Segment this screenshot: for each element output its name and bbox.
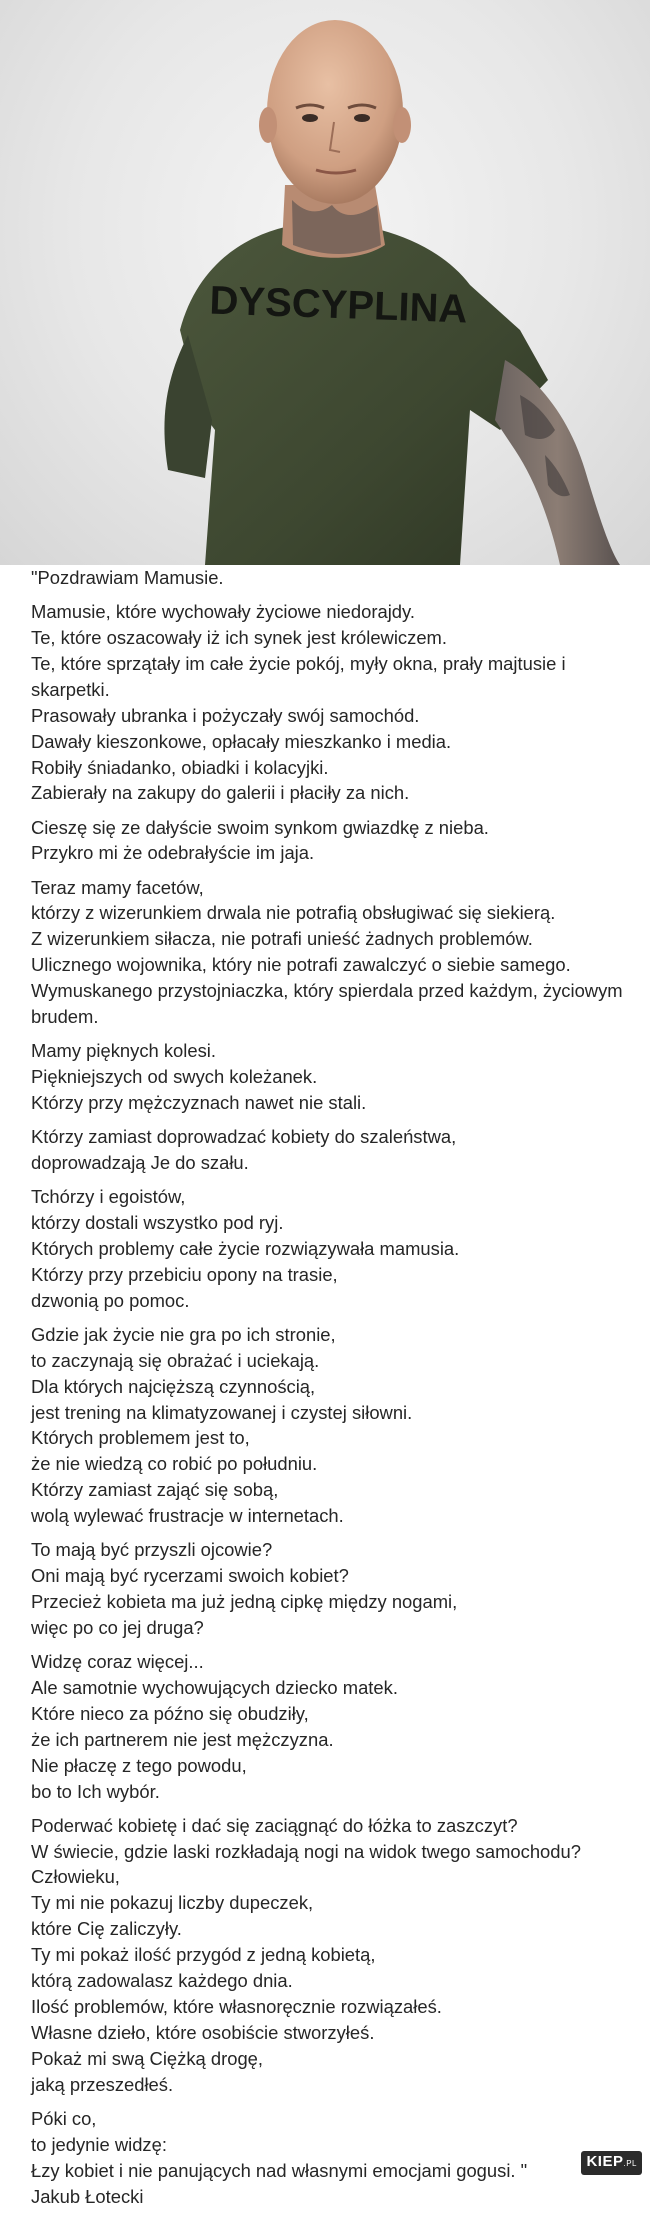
poem-stanza (31, 1649, 631, 1804)
shirt-print-text: DYSCYPLINA (208, 278, 469, 332)
poem-line: Mamusie, które wychowały życiowe niedorajdy. (31, 601, 415, 623)
poem-line: Ilość problemów, które własnoręcznie rozwiązałeś. (31, 1996, 442, 2017)
poem-line: Pokaż mi swą Ciężką drogę, (31, 2047, 264, 2069)
poem-line: że ich partnerem nie jest mężczyzna. (31, 1728, 334, 1750)
poem-stanza (31, 1038, 631, 1116)
poem-line: Przykro mi że odebrałyście im jaja. (31, 842, 315, 864)
poem-line: Cieszę się ze dałyście swoim synkom gwiazdkę z nieba. (31, 816, 489, 838)
poem-stanza (31, 2106, 631, 2210)
poem-line: więc po co jej druga? (31, 1616, 204, 1638)
poem-line: którzy z wizerunkiem drwala nie potrafią obsługiwać się siekierą. (31, 902, 556, 924)
poem-line: Ale samotnie wychowujących dziecko matek. (31, 1676, 398, 1698)
poem-line: Przecież kobieta ma już jedną cipkę między nogami, (31, 1591, 458, 1613)
poem-line: jest trening na klimatyzowanej i czystej siłowni. (31, 1401, 413, 1423)
head-shape (267, 20, 403, 204)
poem-line: Ty mi nie pokazuj liczby dupeczek, (31, 1892, 314, 1914)
poem-line: że nie wiedzą co robić po południu. (31, 1453, 318, 1475)
poem-line: dzwonią po pomoc. (31, 1289, 190, 1311)
poem-line: Których problemy całe życie rozwiązywała mamusia. (31, 1237, 460, 1259)
poem-line: którzy dostali wszystko pod ryj. (31, 1211, 284, 1233)
poem-stanza (31, 1813, 631, 2098)
tattooed-arm (495, 360, 620, 565)
poem-line: to zaczynają się obrażać i uciekają. (31, 1349, 320, 1371)
poem-stanza (31, 1537, 631, 1641)
poem-line: Tchórzy i egoistów, (31, 1186, 186, 1208)
poem-line: Widzę coraz więcej... (31, 1651, 204, 1673)
poem-line: Ty mi pokaż ilość przygód z jedną kobietą, (31, 1944, 376, 1966)
portrait-photo (0, 0, 650, 565)
poem-line: W świecie, gdzie laski rozkładają nogi na widok twego samochodu? (31, 1840, 581, 1862)
poem-stanza (31, 599, 631, 806)
logo-main: KIEP (586, 2153, 624, 2170)
poem-line: Poderwać kobietę i dać się zaciągnąć do łóżka to zaszczyt? (31, 1814, 518, 1836)
poem-line: Z wizerunkiem siłacza, nie potrafi unieść żadnych problemów. (31, 928, 533, 950)
poem-line: Teraz mamy facetów, (31, 876, 204, 898)
poem-author: Jakub Łotecki (31, 2185, 144, 2207)
poem-line: Którzy zamiast doprowadzać kobiety do szaleństwa, (31, 1126, 457, 1148)
poem-line: Te, które sprzątały im całe życie pokój, myły okna, prały majtusie i skarpetki. (31, 652, 566, 700)
poem-line: Człowieku, (31, 1866, 120, 1888)
poem-stanza (31, 875, 631, 1030)
poem-line: Nie płaczę z tego powodu, (31, 1754, 247, 1776)
poem-line: Dla których najcięższą czynnością, (31, 1375, 316, 1397)
poem-line: Którzy zamiast zająć się sobą, (31, 1479, 279, 1501)
poem-line: które Cię zaliczyły. (31, 1918, 182, 1940)
poem-stanza (31, 1124, 631, 1176)
poem-line: Ulicznego wojownika, który nie potrafi zawalczyć o siebie samego. (31, 954, 571, 976)
poem-line: Których problemem jest to, (31, 1427, 250, 1449)
poem-line: Którzy przy przebiciu opony na trasie, (31, 1263, 338, 1285)
poem-line: Prasowały ubranka i pożyczały swój samochód. (31, 704, 420, 726)
poem-line: Robiły śniadanko, obiadki i kolacyjki. (31, 756, 329, 778)
poem-line: którą zadowalasz każdego dnia. (31, 1970, 293, 1992)
poem-line: Zabierały na zakupy do galerii i płaciły za nich. (31, 782, 410, 804)
poem-line: wolą wylewać frustracje w internetach. (31, 1505, 344, 1527)
poem-line: To mają być przyszli ojcowie? (31, 1539, 273, 1561)
poem-line: Gdzie jak życie nie gra po ich stronie, (31, 1323, 336, 1345)
portrait-illustration (0, 0, 650, 565)
poem-line: Wymuskanego przystojniaczka, który spierdala przed każdym, życiowym brudem. (31, 980, 623, 1028)
poem-line: "Pozdrawiam Mamusie. (31, 567, 224, 588)
poem-line: Którzy przy mężczyznach nawet nie stali. (31, 1091, 367, 1113)
poem-stanza (31, 565, 631, 591)
poem-line: jaką przeszedłeś. (31, 2073, 174, 2095)
poem-line: Piękniejszych od swych koleżanek. (31, 1066, 318, 1088)
site-logo (581, 2151, 642, 2175)
poem-line: doprowadzają Je do szału. (31, 1151, 249, 1173)
poem-line: to jedynie widzę: (31, 2133, 167, 2155)
poem-text (31, 565, 631, 2218)
poem-line: Mamy pięknych kolesi. (31, 1040, 216, 1062)
poem-line: Oni mają być rycerzami swoich kobiet? (31, 1565, 349, 1587)
poem-line: Własne dzieło, które osobiście stworzyłeś. (31, 2021, 375, 2043)
poem-line: Póki co, (31, 2107, 97, 2129)
poem-stanza (31, 815, 631, 867)
poem-line: bo to Ich wybór. (31, 1780, 160, 1802)
poem-line: Dawały kieszonkowe, opłacały mieszkanko i media. (31, 730, 452, 752)
poem-line: Łzy kobiet i nie panujących nad własnymi emocjami gogusi. " (31, 2159, 528, 2181)
poem-stanza (31, 1184, 631, 1314)
poem-line: Te, które oszacowały iż ich synek jest królewiczem. (31, 627, 447, 648)
poem-stanza (31, 1322, 631, 1529)
poem-line: Które nieco za późno się obudziły, (31, 1702, 309, 1724)
logo-tld: .PL (623, 2159, 637, 2168)
shirt-shape (180, 222, 548, 565)
